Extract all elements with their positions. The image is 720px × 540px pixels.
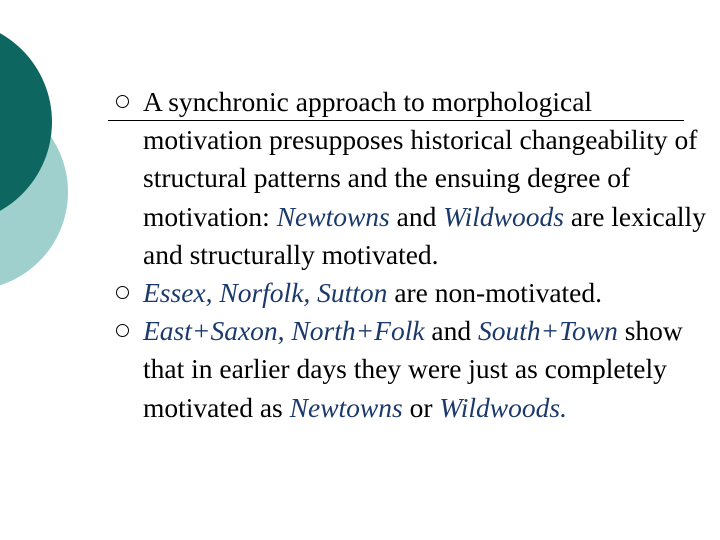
hollow-circle-bullet-icon: [116, 95, 129, 108]
body-text: A synchronic approach to morphological motivation presupposes historical changeability of structural patterns and the ensuing degree of motivation:: [143, 86, 698, 232]
body-text: are non-motivated.: [387, 277, 603, 309]
bullet-item: [116, 83, 716, 274]
italic-example-text: Newtowns: [289, 391, 403, 423]
bullet-text: [143, 277, 602, 308]
italic-example-text: Newtowns: [276, 200, 390, 232]
body-text: and: [389, 200, 444, 232]
bullet-text: [143, 315, 683, 422]
decorative-circles: [0, 0, 110, 300]
body-text: and: [424, 315, 479, 347]
slide-content: [116, 83, 716, 427]
body-text: or: [402, 391, 440, 423]
hollow-circle-bullet-icon: [116, 324, 129, 337]
bullet-item: [116, 274, 716, 312]
italic-example-text: Wildwoods: [443, 200, 564, 232]
hollow-circle-bullet-icon: [116, 286, 129, 299]
italic-example-text: Wildwoods.: [439, 391, 567, 423]
bullet-text: [143, 86, 706, 270]
italic-example-text: South+Town: [478, 315, 618, 347]
bullet-item: [116, 312, 716, 427]
italic-example-text: East+Saxon, North+Folk: [143, 315, 425, 347]
italic-example-text: Essex, Norfolk, Sutton: [143, 277, 388, 309]
body-text: show that in earlier days they were just as completely motivated as: [143, 315, 683, 423]
body-text: are lexically and structurally motivated.: [143, 200, 706, 270]
